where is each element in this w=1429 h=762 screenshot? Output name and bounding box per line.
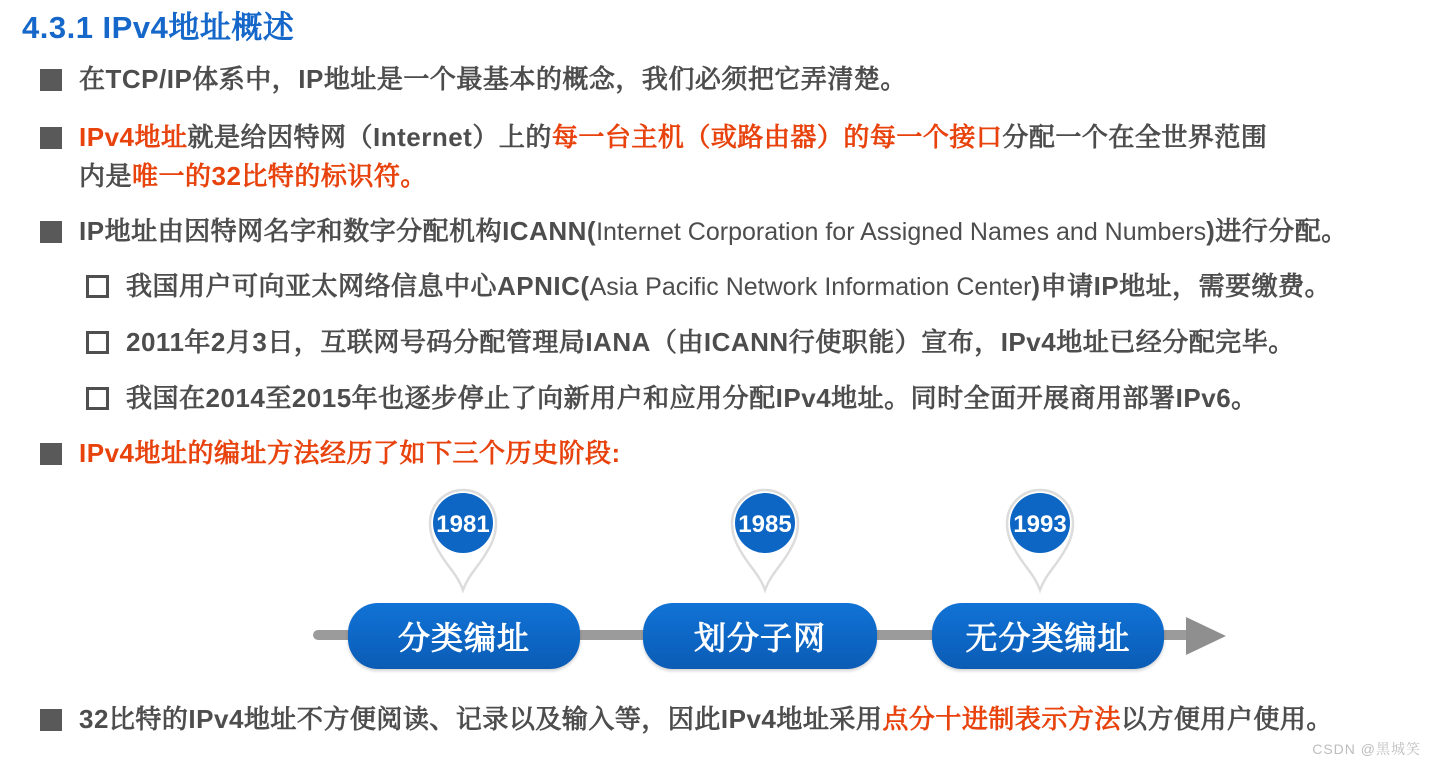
csdn-watermark: CSDN @黑城笑 <box>1312 741 1421 757</box>
bullet-tcpip-intro <box>40 60 907 99</box>
stage-label: 分类编址 <box>397 620 530 656</box>
bullet-text <box>79 212 1348 252</box>
text-segment-highlight: 点分十进制表示方法 <box>882 704 1121 734</box>
subbullet-china-stop-ipv4 <box>86 379 1258 418</box>
bullet-text <box>126 323 1295 362</box>
timeline-arrowhead-icon <box>1186 617 1226 655</box>
filled-square-bullet-icon <box>40 709 62 731</box>
bullet-history-stages <box>40 434 621 473</box>
text-segment: )申请IP地址，需要缴费。 <box>1031 271 1332 301</box>
text-segment: 我国用户可向亚太网络信息中心APNIC( <box>126 271 590 301</box>
subbullet-iana <box>86 323 1295 362</box>
map-pin-icon <box>423 483 503 595</box>
bullet-dotted-decimal <box>40 700 1333 739</box>
text-segment: 分配一个在全世界范围 <box>1002 122 1268 152</box>
bullet-icann <box>40 212 1348 252</box>
bullet-text <box>79 60 907 99</box>
stage-label: 划分子网 <box>693 620 826 656</box>
bullet-text <box>126 267 1331 307</box>
filled-square-bullet-icon <box>40 69 62 91</box>
pin-year-label: 1981 <box>436 511 490 538</box>
text-segment-highlight: IPv4地址的编址方法经历了如下三个历史阶段: <box>79 438 621 468</box>
text-segment-english: Asia Pacific Network Information Center <box>589 273 1032 301</box>
timeline-stage-classful <box>348 603 580 669</box>
text-segment-highlight: IPv4地址 <box>79 122 188 152</box>
hollow-square-bullet-icon <box>86 387 109 410</box>
text-segment: IP地址由因特网名字和数字分配机构ICANN( <box>79 216 597 246</box>
text-segment: 以方便用户使用。 <box>1120 704 1333 734</box>
bullet-text <box>79 434 621 473</box>
text-segment: )进行分配。 <box>1206 216 1348 246</box>
hollow-square-bullet-icon <box>86 331 109 354</box>
subbullet-apnic <box>86 267 1331 307</box>
text-segment: 我国在2014至2015年也逐步停止了向新用户和应用分配IPv4地址。同时全面开展商用部署IPv6。 <box>126 383 1258 413</box>
bullet-text <box>79 700 1333 739</box>
map-pin-icon <box>1000 483 1080 595</box>
hollow-square-bullet-icon <box>86 275 109 298</box>
map-pin-icon <box>725 483 805 595</box>
bullet-text <box>126 379 1258 418</box>
filled-square-bullet-icon <box>40 443 62 465</box>
timeline-stage-classless <box>932 603 1164 669</box>
timeline-pin-1981 <box>423 483 503 595</box>
text-segment: 2011年2月3日，互联网号码分配管理局IANA（由ICANN行使职能）宣布，IPv4地址已经分配完毕。 <box>126 327 1295 357</box>
text-segment: 内是 <box>79 161 133 191</box>
timeline-pin-1993 <box>1000 483 1080 595</box>
pin-year-label: 1985 <box>738 511 792 538</box>
text-segment-highlight: 唯一的32比特的标识符。 <box>132 161 427 191</box>
text-segment-highlight: 每一台主机（或路由器）的每一个接口 <box>551 122 1003 152</box>
text-segment-english: Internet Corporation for Assigned Names and Numbers <box>596 218 1207 246</box>
stage-label: 无分类编址 <box>965 620 1131 656</box>
filled-square-bullet-icon <box>40 221 62 243</box>
filled-square-bullet-icon <box>40 127 62 149</box>
pin-year-label: 1993 <box>1013 511 1067 538</box>
timeline-stage-subnetting <box>643 603 877 669</box>
page-title: 4.3.1 IPv4地址概述 <box>22 10 295 45</box>
timeline-pin-1985 <box>725 483 805 595</box>
text-segment: 32比特的IPv4地址不方便阅读、记录以及输入等，因此IPv4地址采用 <box>79 704 883 734</box>
bullet-text <box>79 118 1379 196</box>
bullet-ipv4-definition <box>40 118 1379 196</box>
text-segment: 在TCP/IP体系中，IP地址是一个最基本的概念，我们必须把它弄清楚。 <box>79 64 907 94</box>
text-segment: 就是给因特网（Internet）上的 <box>187 122 552 152</box>
